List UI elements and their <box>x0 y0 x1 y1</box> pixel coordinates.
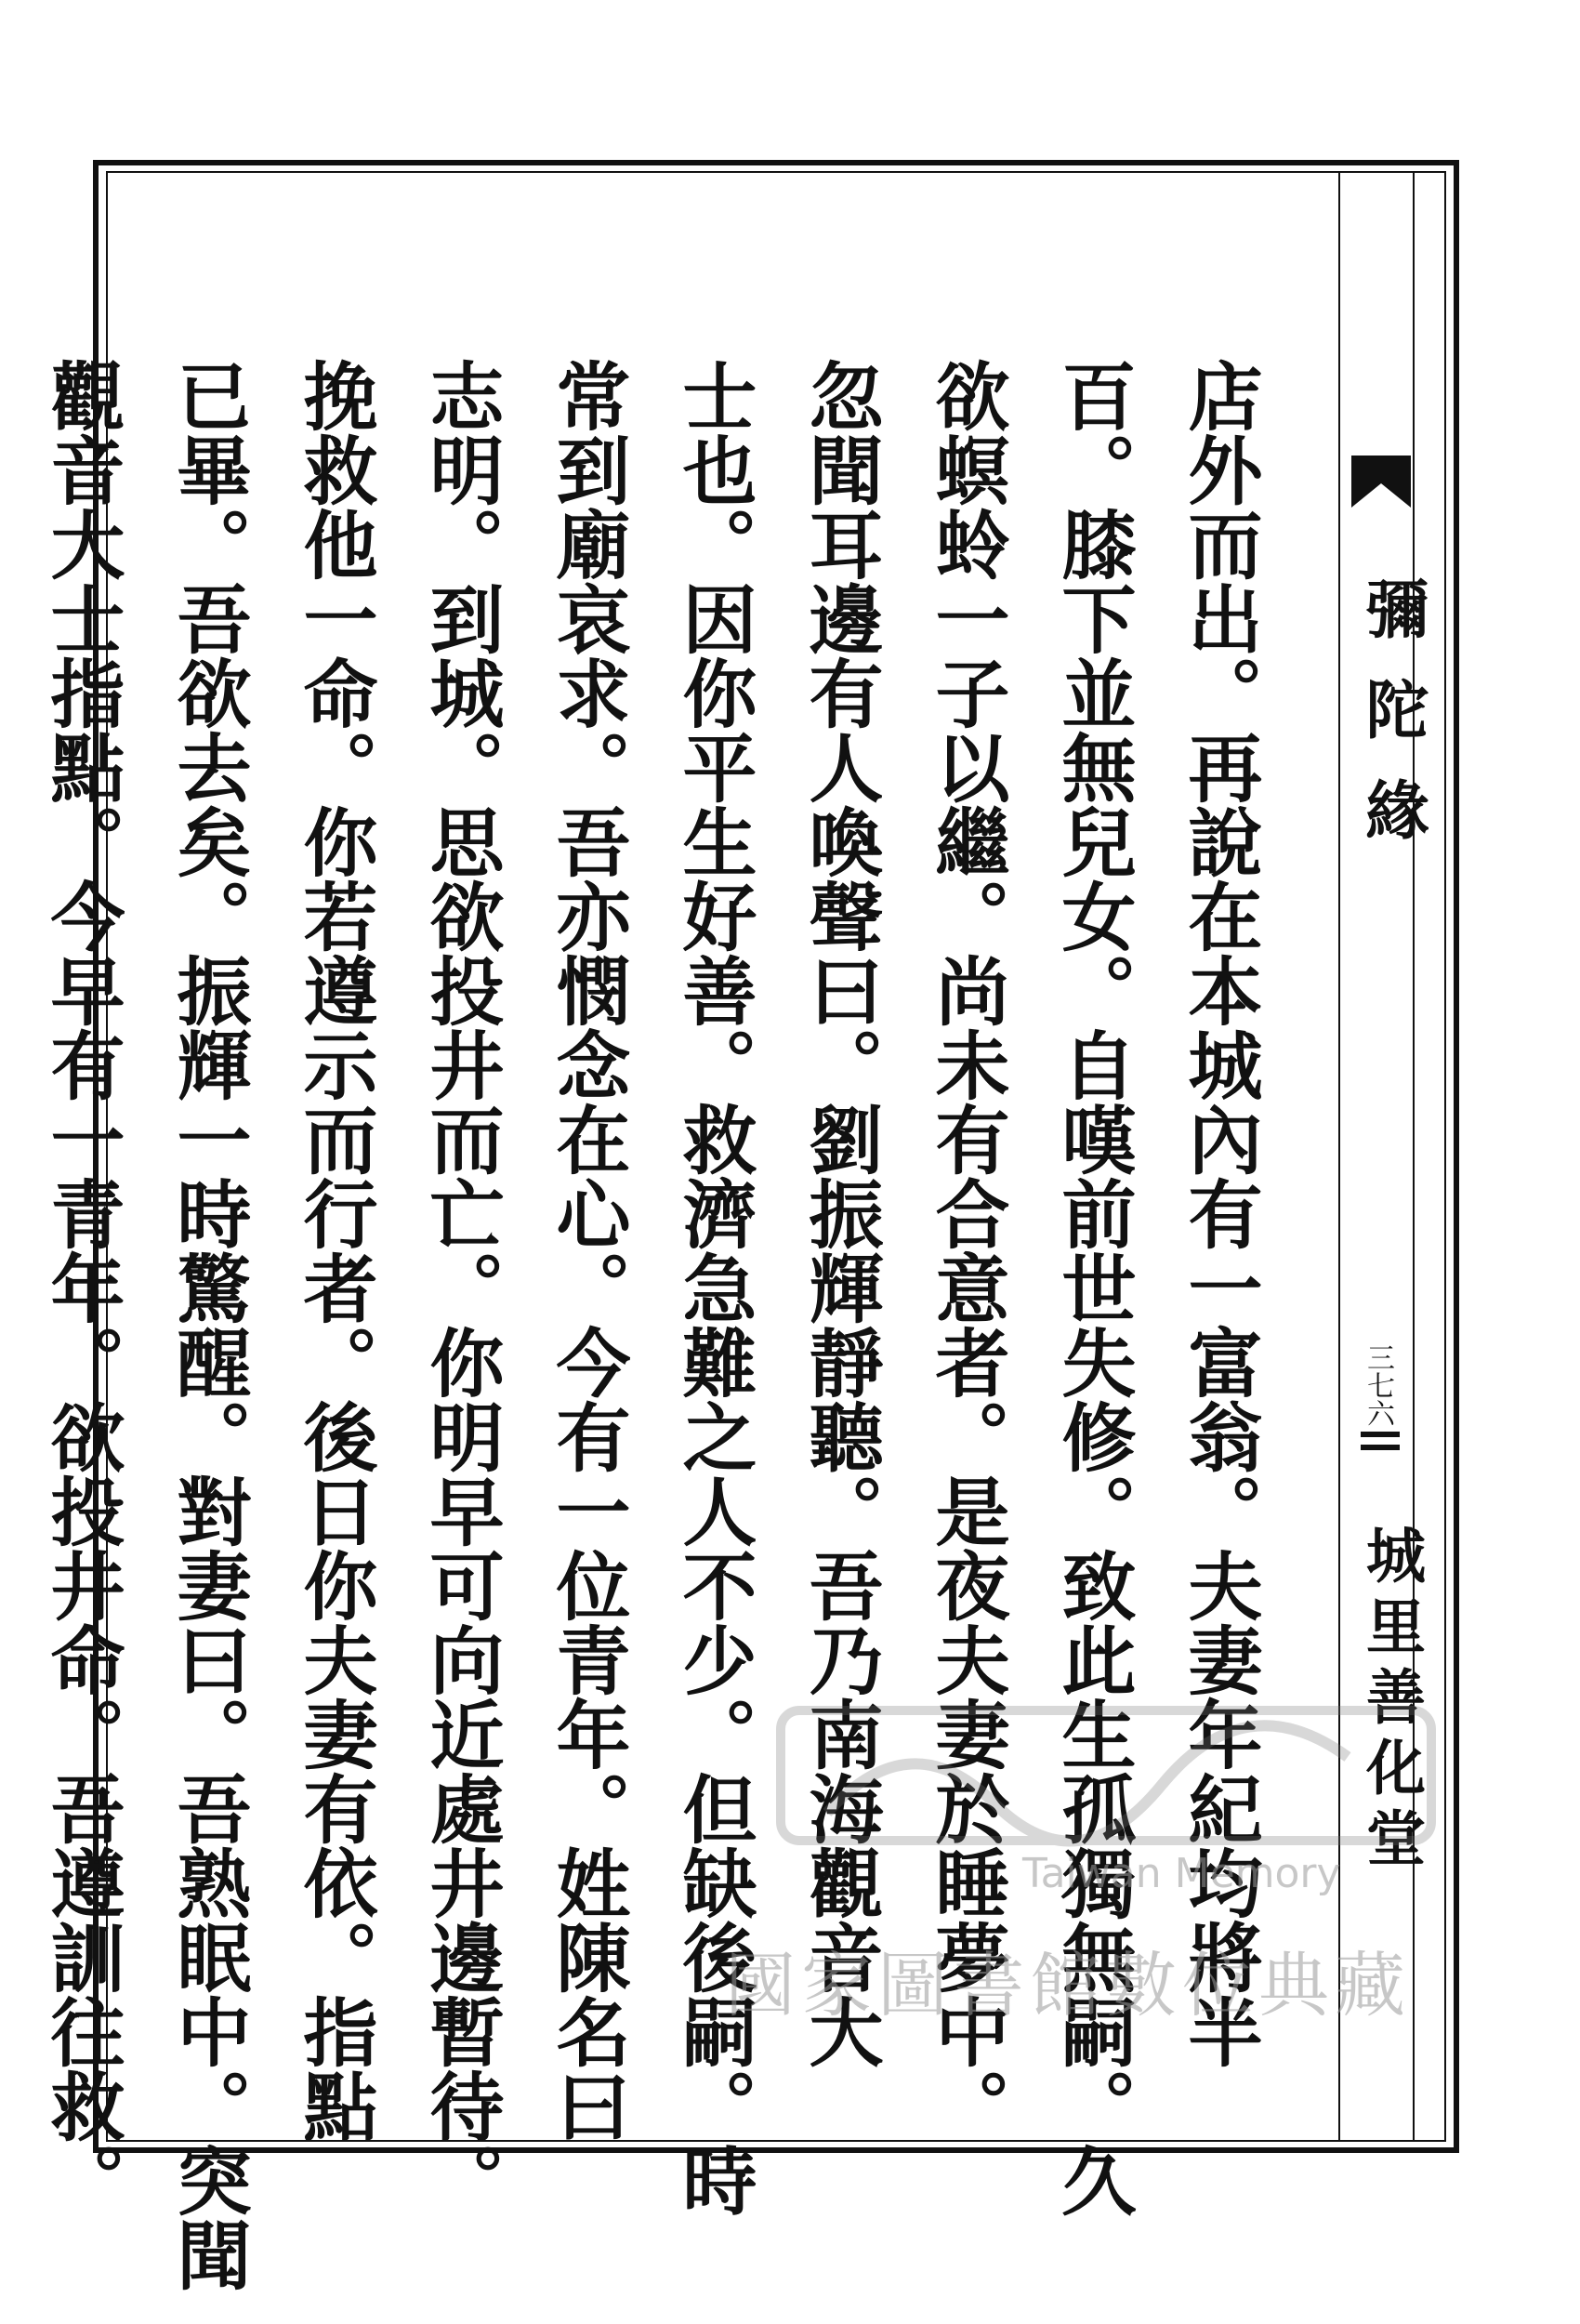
text-column: 店外而出。再說在本城內有一富翁。夫妻年紀均將半 <box>1176 358 1263 2068</box>
text-column: 士也。因你平生好善。救濟急難之人不少。但缺後嗣。時 <box>670 358 757 2217</box>
double-bar-mark-icon <box>1357 1422 1403 1459</box>
text-column: 常到廟哀求。吾亦憫念在心。今有一位青年。姓陳名曰 <box>544 358 631 2143</box>
text-column: 忽聞耳邊有人喚聲曰。劉振輝靜聽。吾乃南海觀音大 <box>797 358 884 2068</box>
text-column: 挽救他一命。你若遵示而行者。後日你夫妻有依。指點 <box>291 358 378 2143</box>
text-column: 欲螟蛉一子以繼。尚未有合意者。是夜夫妻於睡夢中。 <box>923 358 1010 2143</box>
text-column: 志明。到城。思欲投井而亡。你明早可向近處井邊暫待。 <box>417 358 505 2217</box>
watermark-english: Taiwan Memory <box>1022 1850 1341 1897</box>
book-title: 彌陀緣 <box>1355 576 1429 878</box>
publisher-name: 城里善化堂 <box>1356 1525 1426 1878</box>
watermark-text: 國家圖書館數位典藏 <box>725 1944 1411 2027</box>
fishtail-mark-icon <box>1351 456 1411 508</box>
text-column: 百。膝下並無兒女。自嘆前世失修。致此生孤獨無嗣。久 <box>1049 358 1137 2217</box>
text-column: 已畢。吾欲去矣。振輝一時驚醒。對妻曰。吾熟眠中。突聞 <box>165 358 252 2291</box>
watermark-seal-icon <box>771 1701 1441 1850</box>
page-number: 三七六 <box>1362 1343 1394 1427</box>
text-column: 觀音大士指點。今早有一青年。欲投井命。吾遵訓往救。 <box>38 358 125 2217</box>
